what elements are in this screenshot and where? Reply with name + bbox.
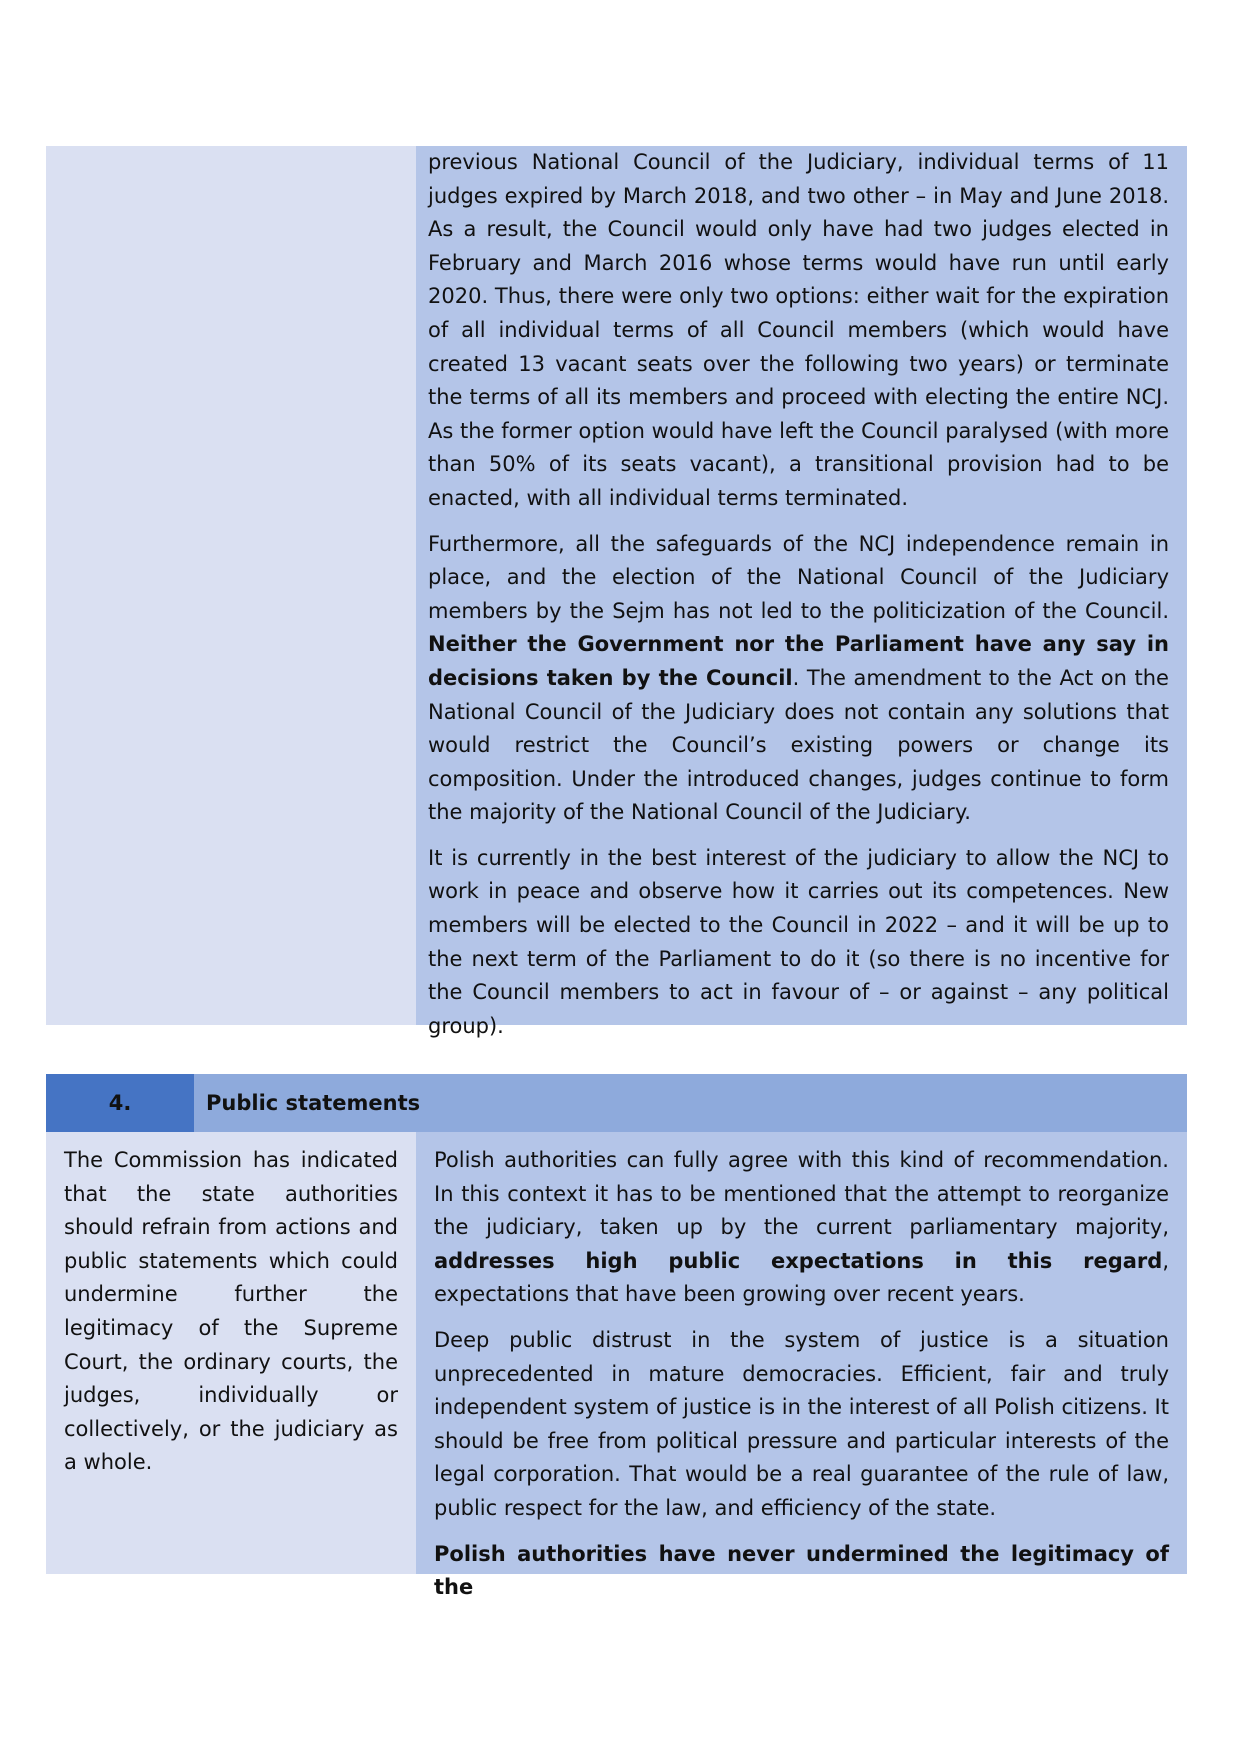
paragraph-ncj-interest: It is currently in the best interest of the judiciary to allow the NCJ to work in peace and observe how it carries out its competences. New members will be elected to the Council in 2022 – and it will be up to the next term of the Parliament to do it (so there is no incentive for the Council members to act in favour of – or against – any political group). xyxy=(428,845,1169,1038)
table-left-cell-empty xyxy=(46,146,416,1025)
commission-recommendation-text: The Commission has indicated that the state authorities should refrain from actions and public statements which could undermine further the legitimacy of the Supreme Court, the ordinary courts, the judges, individually or collectively, or the judiciary as a whole. xyxy=(64,1148,398,1475)
section-header xyxy=(46,1074,1187,1132)
polish-response-cell xyxy=(416,1132,1187,1600)
section-4-table xyxy=(46,1074,1187,1600)
section-title: Public statements xyxy=(194,1074,1187,1132)
paragraph-text: . The amendment to the Act on the National Council of the Judiciary does not contain any solutions that would restrict the Council’s existing powers or change its composition. Under the introduced changes, judges continue to form the majority of the National Council of the Judiciary. xyxy=(428,665,1169,825)
paragraph-text: , expectations that have been growing over recent years. xyxy=(434,1248,1169,1307)
commission-recommendation-cell xyxy=(46,1132,416,1574)
paragraph-public-distrust: Deep public distrust in the system of justice is a situation unprecedented in mature democracies. Efficient, fair and truly independent system of justice is in the interest of all Polish citizens. It should be free from political pressure and particular interests of the legal corporation. That would be a real guarantee of the rule of law, public respect for the law, and efficiency of the state. xyxy=(434,1327,1169,1520)
continued-table xyxy=(46,146,1187,1038)
section-number: 4. xyxy=(46,1074,194,1132)
bold-statement: Polish authorities have never undermined the legitimacy of the xyxy=(434,1541,1169,1600)
table-right-cell xyxy=(416,146,1187,1038)
paragraph-ncj-terms: previous National Council of the Judiciary, individual terms of 11 judges expired by March 2018, and two other – in May and June 2018. As a result, the Council would only have had two judges elected in February and March 2016 whose terms would have run until early 2020. Thus, there were only two options: either wait for the expiration of all individual terms of all Council members (which would have created 13 vacant seats over the following two years) or terminate the terms of all its members and proceed with electing the entire NCJ. As the former option would have left the Council paralysed (with more than 50% of its seats vacant), a transitional provision had to be enacted, with all individual terms terminated. xyxy=(428,150,1169,510)
section-body xyxy=(46,1132,1187,1600)
bold-statement: addresses high public expectations in this regard xyxy=(434,1248,1163,1273)
bold-statement: Neither the Government nor the Parliament have any say in decisions taken by the Council xyxy=(428,632,1169,690)
paragraph-recommendation-agree xyxy=(434,1144,1169,1312)
paragraph-text: Furthermore, all the safeguards of the NCJ independence remain in place, and the election of the National Council of the Judiciary members by the Sejm has not led to the politicization of the Council. xyxy=(428,531,1169,623)
paragraph-text: Polish authorities can fully agree with this kind of recommendation. In this context it has to be mentioned that the attempt to reorganize the judiciary, taken up by the current parliamentary majority, xyxy=(434,1148,1169,1240)
paragraph-legitimacy xyxy=(434,1538,1169,1605)
paragraph-ncj-safeguards xyxy=(428,528,1169,830)
